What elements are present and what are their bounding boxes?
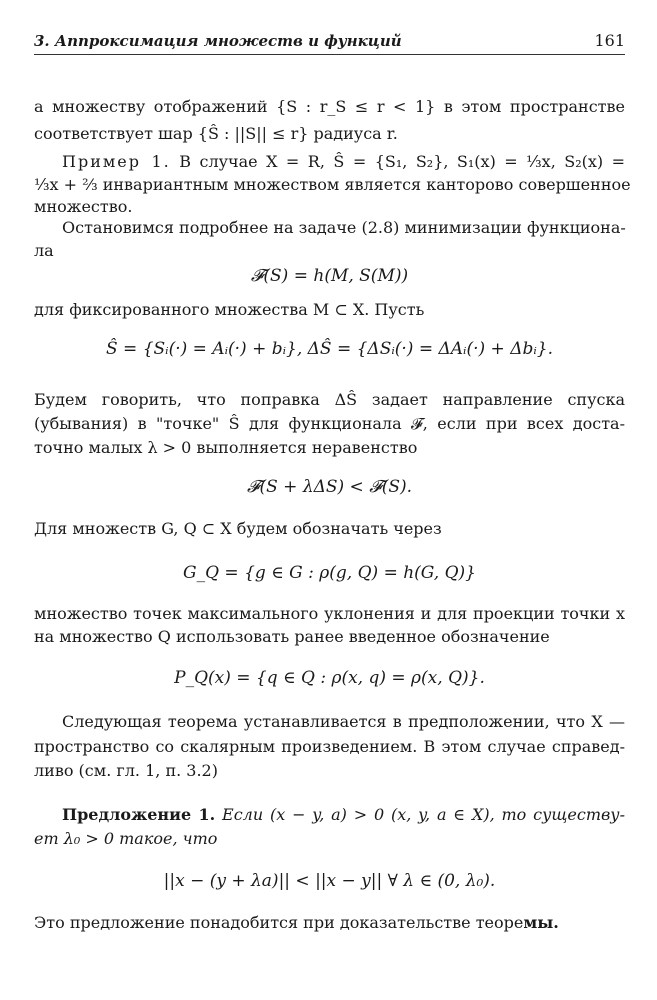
proposition-line [62, 804, 625, 826]
text-line: Остановимся подробнее на задаче (2.8) минимизации функциона- [62, 218, 626, 237]
text-line: Для множеств G, Q ⊂ X будем обозначать через [34, 519, 442, 538]
formula: ||x − (y + λa)|| < ||x − y|| ∀ λ ∈ (0, λ₀). [163, 871, 496, 891]
text-line: соответствует шар {Ŝ : ||S|| ≤ r} радиуса r. [34, 124, 398, 143]
formula: P_Q(x) = {q ∈ Q : ρ(x, q) = ρ(x, Q)}. [174, 668, 485, 688]
example-line [62, 151, 625, 173]
text-line: множество точек максимального уклонения и для проекции точки x [34, 604, 625, 623]
text-line: (убывания) в "точке" Ŝ для функционала 𝓕, если при всех доста- [34, 414, 625, 433]
text-line: ⅓x + ⅔ инвариантным множеством является канторово совершенное [34, 175, 631, 194]
text-line: Следующая теорема устанавливается в предположении, что X — [62, 712, 625, 731]
text-line: на множество Q использовать ранее введенное обозначение [34, 627, 550, 646]
text-line: Будем говорить, что поправка ΔŜ задает направление спуска [34, 390, 625, 409]
formula: G_Q = {g ∈ G : ρ(g, Q) = h(G, Q)} [183, 563, 476, 583]
text-line: Если (x − y, a) > 0 (x, y, a ∈ X), то существу- [222, 805, 625, 824]
text-line: ла [34, 241, 54, 260]
text-line-bold: мы. [523, 913, 559, 932]
running-header [34, 30, 625, 55]
text-line: пространство со скалярным произведением. В этом случае справед- [34, 737, 625, 756]
page-number: 161 [594, 31, 625, 50]
proposition-label: Предложение 1. [62, 805, 216, 824]
text-line: ет λ₀ > 0 такое, что [34, 829, 218, 848]
text-line: ливо (см. гл. 1, п. 3.2) [34, 761, 218, 780]
text-line: множество. [34, 197, 133, 216]
chapter-title: 3. Аппроксимация множеств и функций [34, 32, 402, 50]
formula: 𝓕(S) = h(M, S(M)) [250, 266, 409, 286]
text-line: В случае X = R, Ŝ = {S₁, S₂}, S₁(x) = ⅓x, S₂(x) = [179, 152, 626, 171]
formula: Ŝ = {Sᵢ(·) = Aᵢ(·) + bᵢ}, ΔŜ = {ΔSᵢ(·) = ΔAᵢ(·) + Δbᵢ}. [106, 339, 553, 359]
text-line: для фиксированного множества M ⊂ X. Пусть [34, 300, 425, 319]
text-line: точно малых λ > 0 выполняется неравенство [34, 438, 418, 457]
text-line [34, 912, 625, 934]
example-label: Пример 1. [62, 152, 171, 171]
text-line: а множеству отображений {S : r_S ≤ r < 1} в этом пространстве [34, 97, 625, 116]
text-line: Это предложение понадобится при доказательстве теоре [34, 913, 524, 932]
formula: 𝓕(S + λΔS) < 𝓕(S). [246, 477, 413, 497]
